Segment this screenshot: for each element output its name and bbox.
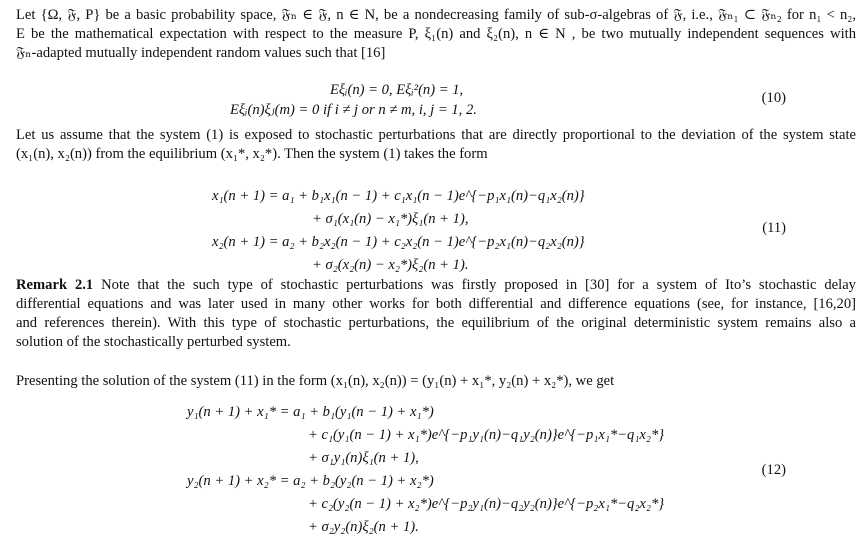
intro-line-1: Let {Ω, 𝔉, P} be a basic probability space, 𝔉ₙ ∈ 𝔉, n ∈ N, be a nondecreasing family of sub-σ-algebras of 𝔉, i.e., 𝔉ₙ₁ ⊂ 𝔉ₙ₂ for n₁ < n₂, xyxy=(16,7,856,23)
system-line-1: Let us assume that the system (1) is exposed to stochastic perturbations that are directly proportional to the deviation of the system state xyxy=(16,127,856,143)
remark-paragraph xyxy=(16,276,856,352)
remark-line-1-wrap xyxy=(16,276,856,295)
eq11-line-3: x₂(n + 1) = a₂ + b₂x₂(n − 1) + c₂x₂(n − 1)e^{−p₂x₁(n)−q₂x₂(n)} xyxy=(212,234,585,250)
eq12-line-4: y₂(n + 1) + x₂* = a₂ + b₂(y₂(n − 1) + x₂*) xyxy=(187,473,434,489)
solution-paragraph xyxy=(16,372,856,391)
eq10-number: (10) xyxy=(761,90,786,106)
eq10-line-2: Eξᵢ(n)ξⱼ(m) = 0 if i ≠ j or n ≠ m, i, j = 1, 2. xyxy=(230,102,477,118)
eq11-line-2: + σ₁(x₁(n) − x₁*)ξ₁(n + 1), xyxy=(312,211,469,227)
remark-line-2: differential equations and was later used in many other works for both differential and difference equations (see, for instance, [16,20] xyxy=(16,296,856,312)
intro-line-3: 𝔉ₙ-adapted mutually independent random values such that [16] xyxy=(16,45,386,61)
eq12-line-2: + c₁(y₁(n − 1) + x₁*)e^{−p₁y₁(n)−q₁y₂(n)}e^{−p₁x₁*−q₁x₂*} xyxy=(308,427,665,443)
remark-line-3: and references therein). With this type of stochastic perturbations, the equilibrium of the original deterministic system remains also a xyxy=(16,315,856,331)
intro-line-2: E be the mathematical expectation with respect to the measure P, ξ₁(n) and ξ₂(n), n ∈ N , be two mutually independent sequences with xyxy=(16,26,856,42)
remark-line-1: Note that the such type of stochastic perturbations was firstly proposed in [30] for a system of Ito’s stochastic delay xyxy=(101,277,856,293)
eq11-line-1: x₁(n + 1) = a₁ + b₁x₁(n − 1) + c₁x₁(n − 1)e^{−p₁x₁(n)−q₁x₂(n)} xyxy=(212,188,585,204)
eq10-line-1: Eξᵢ(n) = 0, Eξᵢ²(n) = 1, xyxy=(330,82,464,98)
intro-paragraph xyxy=(16,6,856,63)
eq12-line-1: y₁(n + 1) + x₁* = a₁ + b₁(y₁(n − 1) + x₁*) xyxy=(187,404,434,420)
eq11-line-4: + σ₂(x₂(n) − x₂*)ξ₂(n + 1). xyxy=(312,257,469,273)
eq12-line-6: + σ₂y₂(n)ξ₂(n + 1). xyxy=(308,519,419,535)
remark-label: Remark 2.1 xyxy=(16,277,94,293)
eq12-line-3: + σ₁y₁(n)ξ₁(n + 1), xyxy=(308,450,419,466)
eq12-line-5: + c₂(y₂(n − 1) + x₂*)e^{−p₂y₁(n)−q₂y₂(n)}e^{−p₂x₁*−q₂x₂*} xyxy=(308,496,665,512)
solution-line: Presenting the solution of the system (11) in the form (x₁(n), x₂(n)) = (y₁(n) + x₁*, y₂(n) + x₂*), we get xyxy=(16,373,615,389)
remark-line-4: solution of the stochastically perturbed system. xyxy=(16,334,291,350)
eq12-number: (12) xyxy=(761,462,786,478)
eq11-number: (11) xyxy=(762,220,786,236)
system-paragraph xyxy=(16,126,856,164)
system-line-2: (x₁(n), x₂(n)) from the equilibrium (x₁*, x₂*). Then the system (1) takes the form xyxy=(16,146,488,162)
